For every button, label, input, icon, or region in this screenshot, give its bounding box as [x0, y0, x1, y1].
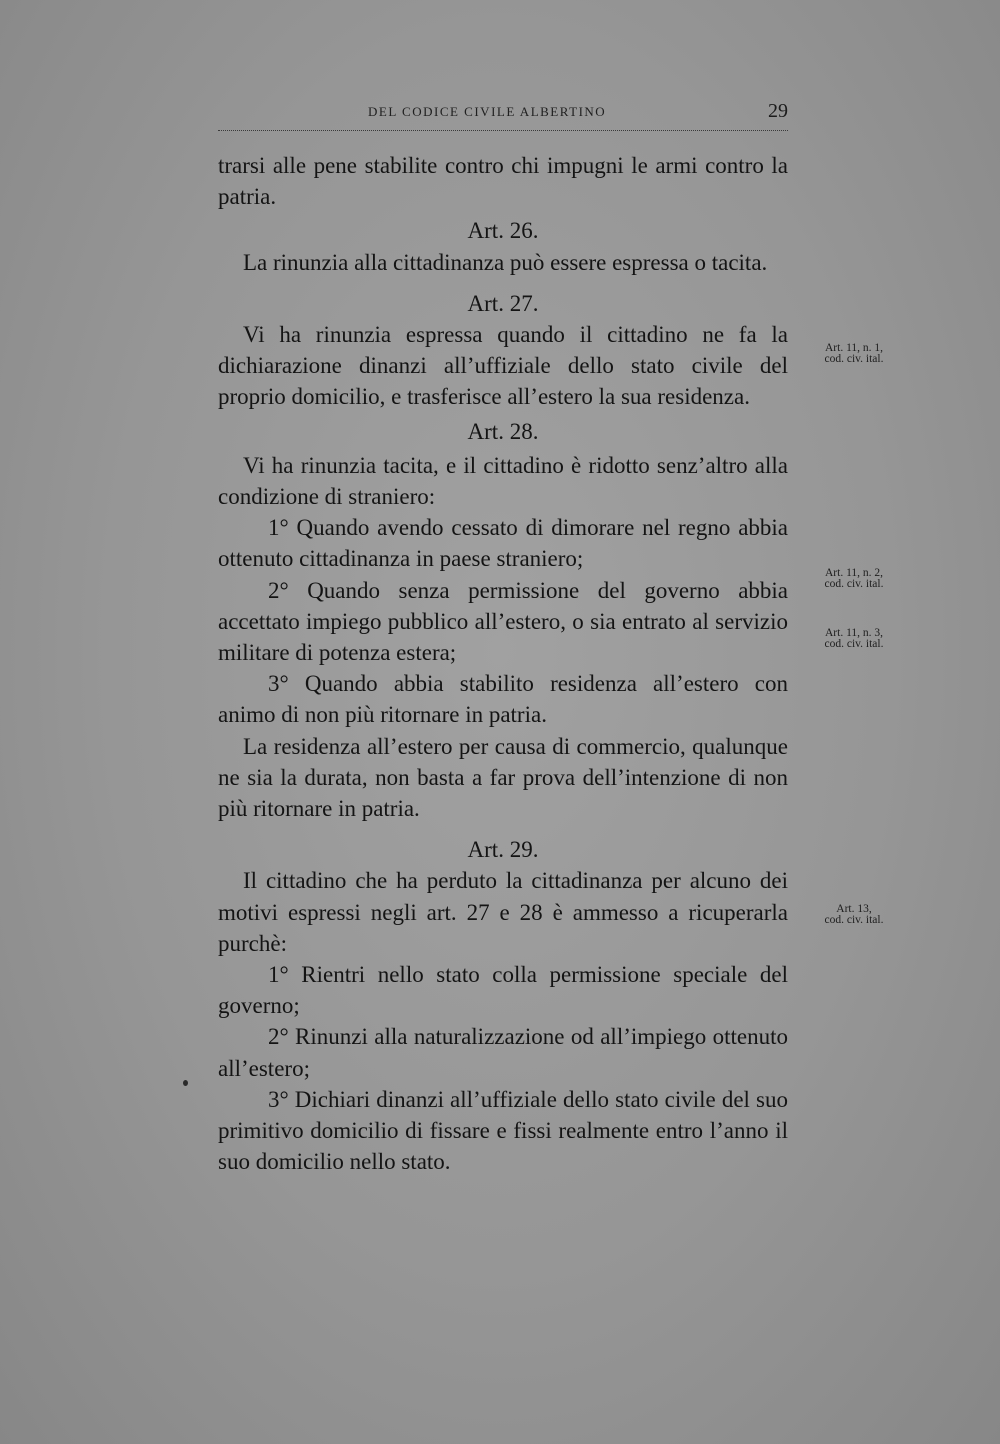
article-28-paragraph: Vi ha rinunzia tacita, e il cittadino è ridotto senz’altro alla condizione di straniero:	[218, 452, 788, 510]
margin-note-line: Art. 11, n. 2,	[824, 567, 884, 579]
ink-speck	[183, 1080, 188, 1086]
margin-note-art-28-item-1	[804, 568, 904, 590]
margin-note-line: Art. 11, n. 3,	[824, 627, 884, 639]
article-28-paragraph-2: La residenza all’estero per causa di commercio, qualunque ne sia la durata, non basta a far prova dell’intenzione di non più ritornare in patria.	[218, 733, 788, 822]
article-28-item-3: 3° Quando abbia stabilito residenza all’estero con animo di non più ritornare in patria.	[218, 671, 788, 728]
margin-note-art-29	[804, 904, 904, 926]
margin-note-art-28-item-2	[804, 628, 904, 650]
running-title: DEL CODICE CIVILE ALBERTINO	[368, 104, 607, 119]
article-29-item-1: 1° Rientri nello stato colla permissione speciale del governo;	[218, 962, 788, 1019]
article-26-paragraph: La rinunzia alla cittadinanza può essere espressa o tacita.	[243, 249, 768, 275]
article-29-item-3: 3° Dichiari dinanzi all’uffiziale dello stato civile del suo primitivo domicilio di fissare e fissi realmente entro l’anno il suo domicilio nello stato.	[218, 1086, 788, 1175]
article-28-item-1: 1° Quando avendo cessato di dimorare nel regno abbia ottenuto cittadinanza in paese straniero;	[218, 515, 788, 572]
margin-note-line: cod. civ. ital.	[824, 914, 884, 926]
page-number: 29	[768, 100, 788, 122]
margin-note-line: Art. 13,	[836, 903, 872, 915]
article-29-paragraph: Il cittadino che ha perduto la cittadinanza per alcuno dei motivi espressi negli art. 27 e 28 è ammesso a ricuperarla purchè:	[218, 868, 788, 956]
header-rule	[218, 130, 788, 131]
article-26-heading: Art. 26.	[467, 218, 539, 244]
margin-note-line: cod. civ. ital.	[824, 578, 884, 590]
article-28-heading: Art. 28.	[467, 418, 539, 444]
margin-note-line: cod. civ. ital.	[824, 638, 884, 650]
margin-note-art-27	[804, 343, 904, 365]
article-27-heading: Art. 27.	[467, 290, 539, 316]
article-29-heading: Art. 29.	[467, 837, 539, 863]
article-27-paragraph: Vi ha rinunzia espressa quando il cittadino ne fa la dichiarazione dinanzi all’uffiziale dello stato civile del proprio domicilio, e trasferisce all’estero la sua residenza.	[218, 322, 788, 410]
margin-note-line: cod. civ. ital.	[824, 353, 884, 365]
continued-paragraph: trarsi alle pene stabilite contro chi impugni le armi contro la patria.	[218, 153, 788, 210]
article-29-item-2: 2° Rinunzi alla naturalizzazione od all’impiego ottenuto all’estero;	[218, 1024, 788, 1081]
article-28-item-2: 2° Quando senza permissione del governo abbia accettato impiego pubblico all’estero, o sia entrato al servizio militare di potenza estera;	[218, 577, 788, 666]
running-head	[218, 100, 788, 124]
margin-note-line: Art. 11, n. 1,	[824, 342, 884, 354]
main-text	[218, 150, 788, 1178]
